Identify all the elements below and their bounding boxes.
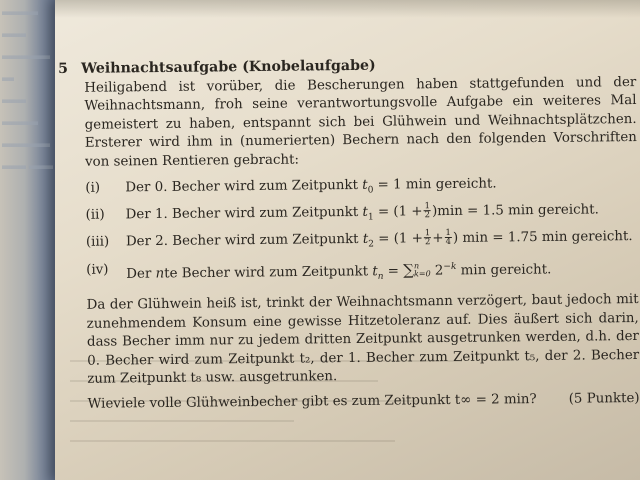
item-formula: = (1 + [378,231,423,248]
intro-paragraph: Heiligabend ist vorüber, die Bescherungen haben stattgefunden und der Weihnachtsmann, froh seine verantwortungsvolle Aufgabe ein weiteres Mal gemeistert zu haben, entspannt sich bei Glühwein und Weihnachtsplätzchen. Ersterer wird ihm in (numerierten) Bechern nach den folgenden Vorschriften von seinen Rentieren gebracht: [84,74,637,170]
item-formula: = 1 min gereicht. [377,176,497,193]
exercise-number: 5 [58,60,69,78]
time-subscript: n [377,271,384,282]
fraction-half: $\frac{1}{2}$ [424,201,431,221]
item-formula: ) min = 1.75 min gereicht. [452,229,633,247]
fraction-quarter: $\frac{1}{4}$ [445,228,452,248]
time-symbol: t [362,232,369,248]
time-subscript: 1 [367,212,374,223]
question-text: Wieviele volle Glühweinbecher gibt es zum Zeitpunkt t∞ = 2 min? [87,391,537,412]
exercise-title: Weihnachtsaufgabe (Knobelaufgabe) [80,57,376,77]
time-symbol: t [362,204,368,221]
list-item [85,174,637,203]
item-text: Der 1. Becher wird zum Zeitpunkt [125,205,359,223]
time-symbol: t [372,263,378,279]
page-shadow [55,0,640,18]
time-subscript: 0 [367,185,374,196]
item-text: te Becher wird zum Zeitpunkt [164,263,369,281]
time-symbol: t [362,177,368,193]
item-text: Der 2. Becher wird zum Zeitpunkt [125,232,359,250]
body-paragraph: Da der Glühwein heiß ist, trinkt der Weihnachtsmann verzögert, baut jedoch mit zunehmendem Konsum eine gewisse Hitzetoleranz auf. Dies äußert sich darin, dass Becher imm nur zu jedem dritten Zeitpunkt ausgetrunken werden, d.h. der 0. Becher wird zum Zeitpunkt t₂, der 1. Becher zum Zeitpunkt t₅, der 2. Becher zum Zeitpunkt t₈ usw. ausgetrunken. [86,292,640,387]
fraction-half: $\frac{1}{2}$ [424,228,431,248]
item-text: Der 0. Becher wird zum Zeitpunkt [125,177,359,196]
item-formula: = (1 + [377,204,423,220]
n-symbol: n [155,265,165,282]
time-subscript: 2 [368,239,375,250]
item-formula: )min = 1.5 min gereicht. [431,202,599,220]
list-item [86,256,638,289]
sum-limits: n k=0 [413,261,431,279]
list-item [86,201,638,230]
exercise-block [58,54,640,414]
item-formula: + [432,231,444,247]
power-exponent: −k [443,261,457,272]
book-ghost-text: ▬▬▬ ▬▬ ▬▬▬▬ ▬ ▬▬ ▬▬▬ ▬▬▬▬ ▬▬ ▬▬ [2,4,53,172]
item-label: (iv) [86,262,109,278]
item-label: (i) [85,180,101,196]
equals-sign: = [387,263,400,279]
sum-symbol: ∑ [403,260,415,279]
rules-list [85,174,638,289]
item-label: (iii) [85,234,110,251]
item-label: (ii) [85,207,105,223]
item-formula: min gereicht. [460,261,552,278]
power-base: 2 [434,263,444,279]
list-item [86,228,638,257]
points-label: (5 Punkte) [568,390,640,407]
item-text: Der [126,266,152,282]
